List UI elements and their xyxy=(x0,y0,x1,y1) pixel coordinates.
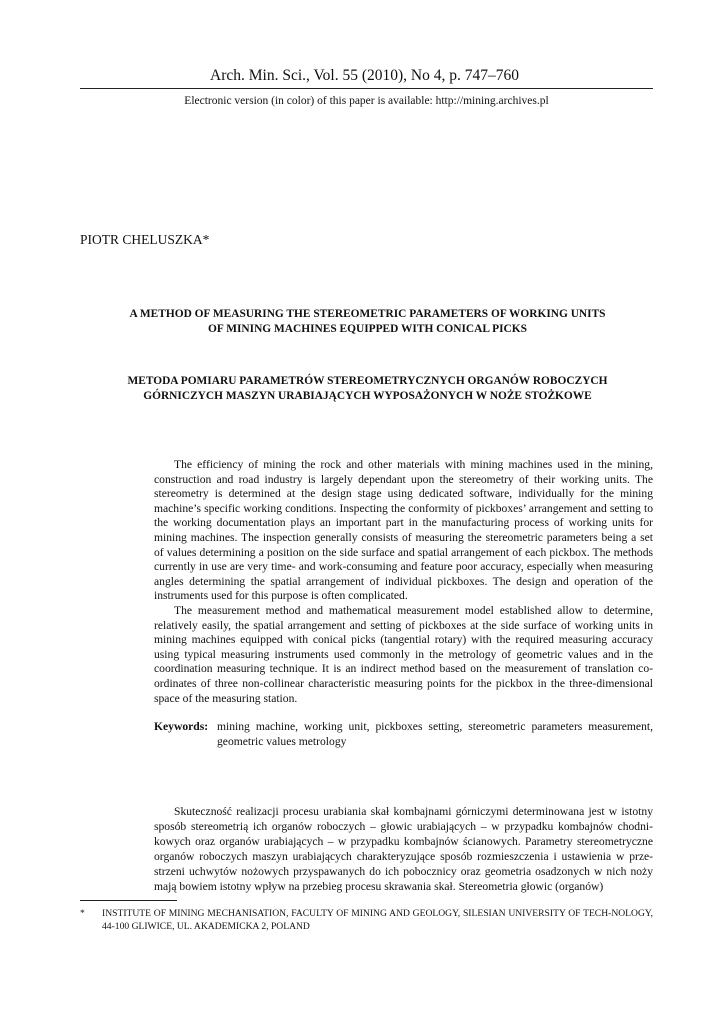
polish-abstract xyxy=(154,804,653,894)
abstract xyxy=(154,458,653,706)
footnote-text: INSTITUTE OF MINING MECHANISATION, FACULTY OF MINING AND GEOLOGY, SILESIAN UNIVERSITY OF TECH-NOLOGY, 44-100 GLIWICE, UL. AKADEMICKA 2, POLAND xyxy=(102,908,653,932)
title-english-line-2: OF MINING MACHINES EQUIPPED WITH CONICAL PICKS xyxy=(208,323,527,335)
title-english xyxy=(100,307,635,337)
header-rule xyxy=(80,88,653,89)
footnote-mark: * xyxy=(80,908,85,919)
polish-abstract-paragraph-1: Skuteczność realizacji procesu urabiania skał kombajnami górniczymi determinowana jest w istotny sposób stereometrią ich organów roboczych – głowic urabiających – w przypadku kombajnów chodni-kowych oraz organów urabiających – w przypadku kombajnów ścianowych. Parametry stereometryczne organów roboczych maszyn urabiających charakteryzujące sposób rozmieszczenia i ustawienia w prze-strzeni uchwytów nożowych przyspawanych do ich pobocznicy oraz geometria osadzonych w nich noży mają bowiem istotny wpływ na przebieg procesu skrawania skał. Stereometria głowic (organów) xyxy=(154,805,653,893)
abstract-paragraph-2: The measurement method and mathematical measurement model established allow to determine, relatively easily, the spatial arrangement and setting of pickboxes at the side surface of working units in mining machines equipped with conical picks (tangential rotary) with the required measuring accuracy using typical measuring instruments used commonly in the metrology of geometric values and in the coordination measuring technique. It is an indirect method based on the measurement of translation co-ordinates of three non-collinear characteristic measuring points for the pickbox in the three-dimensional space of the measuring station. xyxy=(154,603,653,705)
abstract-paragraph-1: The efficiency of mining the rock and other materials with mining machines used in the mining, construction and road industry is largely dependant upon the stereometry of their working units. The stereometry is determined at the design stage using dedicated software, individually for the mining machine’s specific working conditions. Inspecting the conformity of pickboxes’ arrangement and setting to the working documentation plays an important part in the manufacturing process of working units for mining machines. The inspection generally consists of measuring the stereometric parameters being a set of values determining a position on the side surface and spatial arrangement of each pickbox. The methods currently in use are very time- and work-consuming and feature poor accuracy, especially when measuring angles determining the spatial arrangement of individual pickboxes. The design and operation of the instruments used for this purpose is often complicated. xyxy=(154,458,653,603)
title-english-line-1: A METHOD OF MEASURING THE STEREOMETRIC PARAMETERS OF WORKING UNITS xyxy=(129,308,606,320)
journal-citation: Arch. Min. Sci., Vol. 55 (2010), No 4, p. 747–760 xyxy=(210,67,519,84)
electronic-version-note: Electronic version (in color) of this paper is available: http://mining.archives.pl xyxy=(184,95,549,107)
title-polish-line-1: METODA POMIARU PARAMETRÓW STEREOMETRYCZNYCH ORGANÓW ROBOCZYCH xyxy=(127,375,608,387)
keywords xyxy=(154,720,653,749)
author-name: PIOTR CHELUSZKA* xyxy=(80,232,210,247)
keywords-text: mining machine, working unit, pickboxes setting, stereometric parameters measurement, geometric values metrology xyxy=(217,720,653,748)
footnote-rule xyxy=(80,900,177,901)
title-polish-line-2: GÓRNICZYCH MASZYN URABIAJĄCYCH WYPOSAŻONYCH W NOŻE STOŻKOWE xyxy=(143,390,592,402)
keywords-label: Keywords: xyxy=(154,720,209,733)
footnote xyxy=(80,907,653,933)
title-polish xyxy=(100,374,635,404)
